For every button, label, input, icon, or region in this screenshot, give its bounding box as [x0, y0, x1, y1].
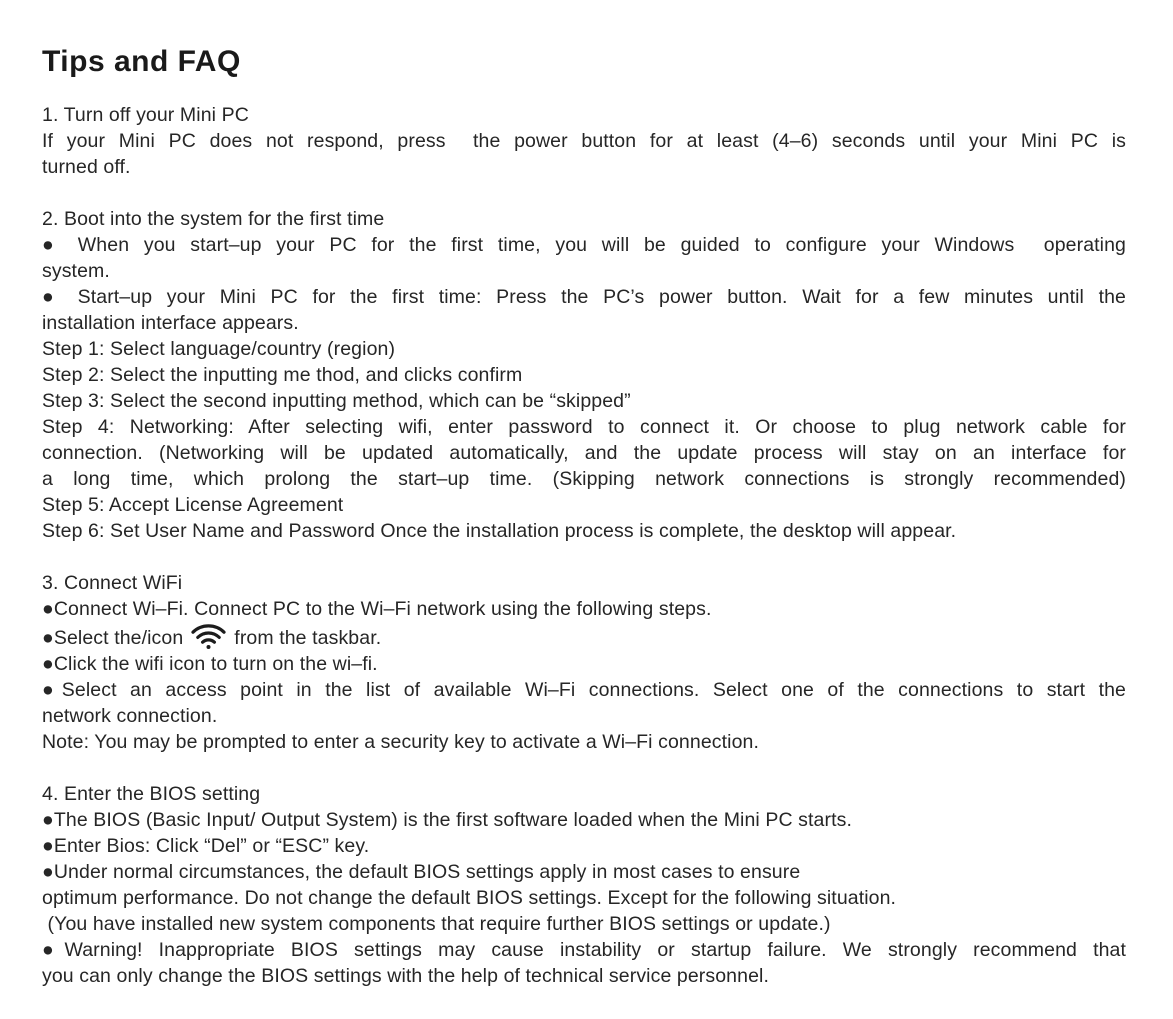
section-heading: 1. Turn off your Mini PC	[42, 104, 249, 126]
text-line: system.	[42, 260, 110, 282]
step-line: Step 6: Set User Name and Password Once the installation process is complete, the desktop will appear.	[42, 520, 957, 542]
text-line: connection. (Networking will be updated automatically, and the update process will stay on an interface for	[42, 442, 1126, 464]
text-line: network connection.	[42, 705, 218, 727]
section-heading: 2. Boot into the system for the first time	[42, 208, 385, 230]
bullet-line: ●The BIOS (Basic Input/ Output System) is the first software loaded when the Mini PC starts.	[42, 809, 852, 831]
section-bios-setting	[42, 781, 1126, 989]
step-line: Step 4: Networking: After selecting wifi, enter password to connect it. Or choose to plug network cable for	[42, 416, 1126, 438]
bullet-line: ●Warning! Inappropriate BIOS settings may cause instability or startup failure. We strongly recommend that	[42, 939, 1126, 961]
step-line: Step 1: Select language/country (region)	[42, 338, 396, 360]
section-heading: 4. Enter the BIOS setting	[42, 783, 261, 805]
section-turn-off-mini-pc	[42, 102, 1126, 180]
text-line: (You have installed new system components that require further BIOS settings or update.)	[42, 913, 831, 935]
text-line: you can only change the BIOS settings with the help of technical service personnel.	[42, 965, 769, 987]
section-connect-wifi	[42, 570, 1126, 755]
bullet-line: ● When you start–up your PC for the first time, you will be guided to configure your Windows operating	[42, 234, 1126, 256]
bullet-line: ●Under normal circumstances, the default BIOS settings apply in most cases to ensure	[42, 861, 801, 883]
bullet-line: ●Enter Bios: Click “Del” or “ESC” key.	[42, 835, 370, 857]
step-line: Step 5: Accept License Agreement	[42, 494, 344, 516]
section-heading: 3. Connect WiFi	[42, 572, 183, 594]
note-line: Note: You may be prompted to enter a security key to activate a Wi–Fi connection.	[42, 731, 759, 753]
bullet-line: ●Select an access point in the list of available Wi–Fi connections. Select one of the connections to start the	[42, 679, 1126, 701]
step-line: Step 2: Select the inputting me thod, and clicks confirm	[42, 364, 523, 386]
step-line: Step 3: Select the second inputting method, which can be “skipped”	[42, 390, 631, 412]
text-line: turned off.	[42, 156, 131, 178]
wifi-icon	[190, 622, 227, 649]
page-title: Tips and FAQ	[42, 45, 241, 78]
bullet-line: ●Connect Wi–Fi. Connect PC to the Wi–Fi network using the following steps.	[42, 598, 712, 620]
wifi-line-before: ●Select the/icon	[42, 627, 184, 649]
wifi-line-after: from the taskbar.	[234, 627, 382, 649]
bullet-line: ● Start–up your Mini PC for the first time: Press the PC’s power button. Wait for a few minutes until the	[42, 286, 1126, 308]
text-line: installation interface appears.	[42, 312, 299, 334]
text-line: optimum performance. Do not change the default BIOS settings. Except for the following situation.	[42, 887, 897, 909]
wifi-instruction-line	[42, 622, 1126, 651]
section-boot-first-time	[42, 206, 1126, 544]
text-line: If your Mini PC does not respond, press the power button for at least (4–6) seconds until your Mini PC is	[42, 130, 1126, 152]
text-line: a long time, which prolong the start–up time. (Skipping network connections is strongly recommended)	[42, 468, 1126, 490]
bullet-line: ●Click the wifi icon to turn on the wi–fi.	[42, 653, 378, 675]
